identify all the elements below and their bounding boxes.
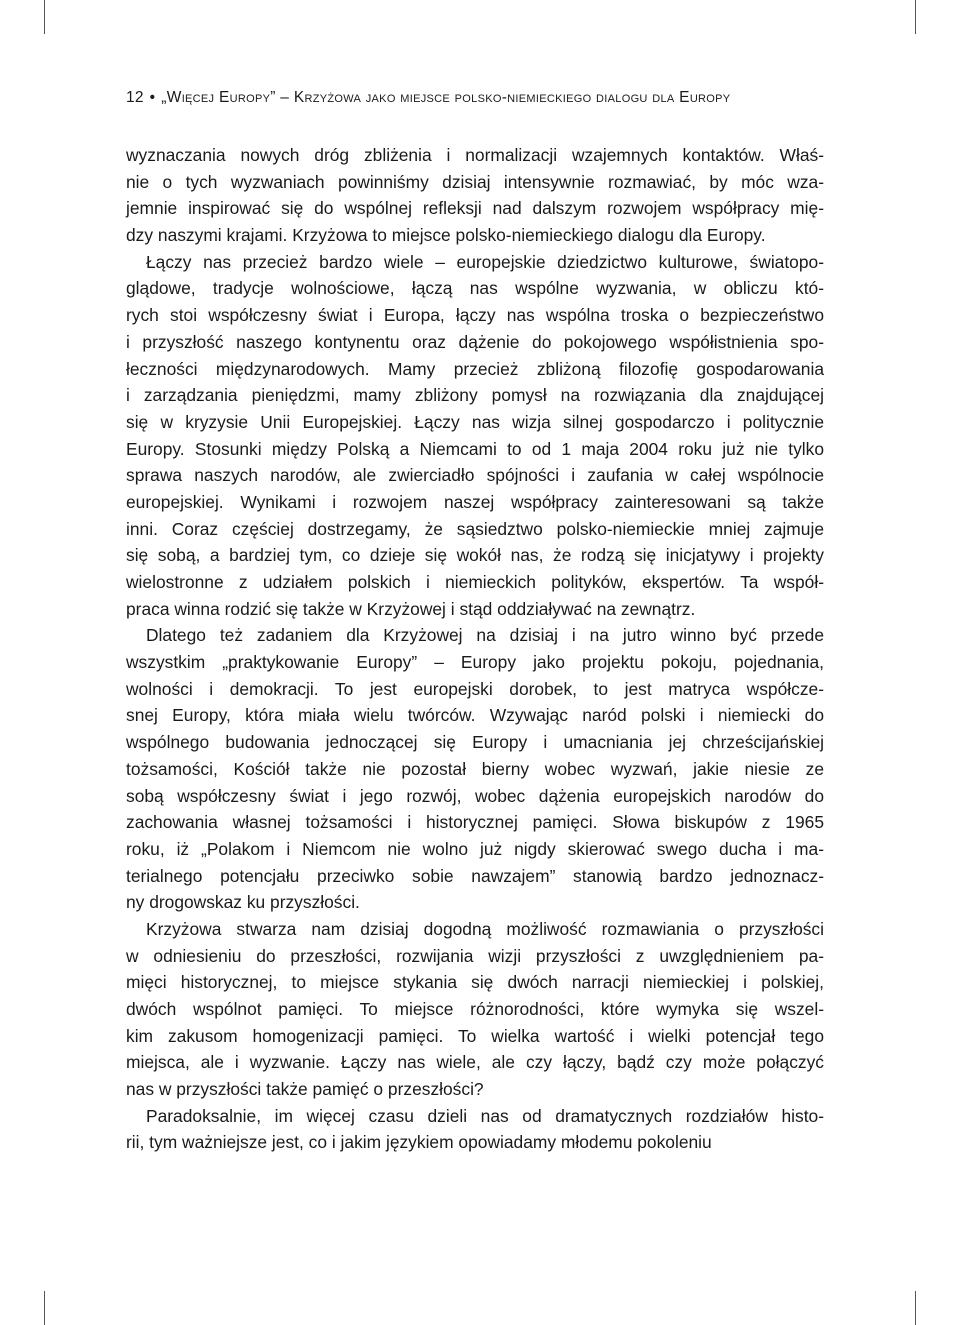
crop-mark-bottom-left — [44, 1291, 45, 1325]
paragraph — [126, 622, 824, 916]
crop-mark-top-left — [44, 0, 45, 34]
text-line: miejsca, ale i wyzwanie. Łączy nas wiele, ale czy łączy, bądź czy może połączyć — [126, 1052, 824, 1073]
text-line: glądowe, tradycje wolnościowe, łączą nas wspólne wyzwania, w obliczu któ- — [126, 278, 824, 299]
paragraph — [126, 249, 824, 623]
paragraph — [126, 1103, 824, 1156]
text-line: sprawa naszych narodów, ale zwierciadło spójności i zaufania w całej wspólnocie — [126, 465, 824, 486]
text-line: się sobą, a bardziej tym, co dzieje się wokół nas, że rodzą się inicjatywy i projekty — [126, 545, 824, 566]
running-head-title: „Więcej Europy” – Krzyżowa jako miejsce polsko-niemieckiego dialogu dla Europy — [161, 89, 731, 106]
text-line: wspólnego budowania jednoczącej się Europy i umacniania jej chrześcijańskiej — [126, 732, 824, 753]
text-line: dwóch wspólnot pamięci. To miejsce różnorodności, które wymyka się wszel- — [126, 999, 824, 1019]
text-line: rii, tym ważniejsze jest, co i jakim językiem opowiadamy młodemu pokoleniu — [126, 1132, 712, 1153]
text-line: europejskiej. Wynikami i rozwojem naszej współpracy zainteresowani są także — [126, 491, 824, 512]
text-line: Dlatego też zadaniem dla Krzyżowej na dzisiaj i na jutro winno być przede — [146, 625, 824, 646]
text-line: Paradoksalnie, im więcej czasu dzieli nas od dramatycznych rozdziałów histo- — [146, 1105, 824, 1126]
text-line: snej Europy, która miała wielu twórców. Wzywając naród polski i niemiecki do — [126, 705, 824, 726]
page-number: 12 — [126, 89, 144, 106]
text-line: Europy. Stosunki między Polską a Niemcami to od 1 maja 2004 roku już nie tylko — [126, 438, 824, 459]
text-line: zachowania własnej tożsamości i historycznej pamięci. Słowa biskupów z 1965 — [126, 812, 824, 833]
text-line: wszystkim „praktykowanie Europy” – Europy jako projektu pokoju, pojednania, — [126, 652, 824, 673]
text-line: mięci historycznej, to miejsce stykania się dwóch narracji niemieckiej i polskiej, — [126, 972, 824, 993]
text-line: ny drogowskaz ku przyszłości. — [126, 892, 360, 913]
text-line: rych stoi współczesny świat i Europa, łączy nas wspólna troska o bezpieczeństwo — [126, 305, 824, 326]
text-line: roku, iż „Polakom i Niemcom nie wolno już nigdy skierować swego ducha i ma- — [126, 838, 824, 859]
crop-mark-bottom-right — [915, 1291, 916, 1325]
paragraph — [126, 916, 824, 1103]
text-line: terialnego potencjału przeciwko sobie nawzajem” stanowią bardzo jednoznacz- — [126, 865, 824, 886]
text-line: się w kryzysie Unii Europejskiej. Łączy nas wizja silnej gospodarczo i politycznie — [126, 411, 824, 432]
text-line: łeczności międzynarodowych. Mamy przecież zbliżoną filozofię gospodarowania — [126, 358, 824, 379]
header-separator: • — [149, 89, 156, 106]
text-line: i zarządzania pieniędzmi, mamy zbliżony pomysł na rozwiązania dla znajdującej — [126, 385, 824, 406]
text-line: kim zakusom homogenizacji pamięci. To wielka wartość i wielki potencjał tego — [126, 1025, 824, 1046]
text-line: wielostronne z udziałem polskich i niemieckich polityków, ekspertów. Ta współ- — [126, 572, 824, 592]
text-line: wyznaczania nowych dróg zbliżenia i normalizacji wzajemnych kontaktów. Właś- — [126, 145, 824, 165]
text-line: Krzyżowa stwarza nam dzisiaj dogodną możliwość rozmawiania o przyszłości — [146, 918, 824, 939]
text-line: jemnie inspirować się do wspólnej refleksji nad dalszym rozwojem współpracy mię- — [126, 198, 824, 219]
crop-mark-top-right — [915, 0, 916, 34]
body-text — [126, 142, 824, 1156]
text-line: praca winna rodzić się także w Krzyżowej i stąd oddziaływać na zewnątrz. — [126, 598, 696, 619]
paragraph — [126, 142, 824, 249]
text-line: i przyszłość naszego kontynentu oraz dążenie do pokojowego współistnienia spo- — [126, 331, 824, 352]
text-line: nie o tych wyzwaniach powinniśmy dzisiaj intensywnie rozmawiać, by móc wza- — [126, 171, 824, 192]
text-line: dzy naszymi krajami. Krzyżowa to miejsce polsko-niemieckiego dialogu dla Europy. — [126, 225, 766, 246]
text-line: tożsamości, Kościół także nie pozostał bierny wobec wyzwań, jakie niesie ze — [126, 758, 824, 779]
text-line: inni. Coraz częściej dostrzegamy, że sąsiedztwo polsko-niemieckie mniej zajmuje — [126, 518, 824, 539]
text-line: wolności i demokracji. To jest europejski dorobek, to jest matryca współcze- — [126, 678, 824, 699]
text-line: sobą współczesny świat i jego rozwój, wobec dążenia europejskich narodów do — [126, 785, 824, 806]
text-line: w odniesieniu do przeszłości, rozwijania wizji przyszłości z uwzględnieniem pa- — [126, 945, 824, 966]
running-head — [126, 88, 826, 108]
text-line: nas w przyszłości także pamięć o przeszłości? — [126, 1079, 484, 1100]
text-line: Łączy nas przecież bardzo wiele – europejskie dziedzictwo kulturowe, światopo- — [146, 251, 824, 272]
